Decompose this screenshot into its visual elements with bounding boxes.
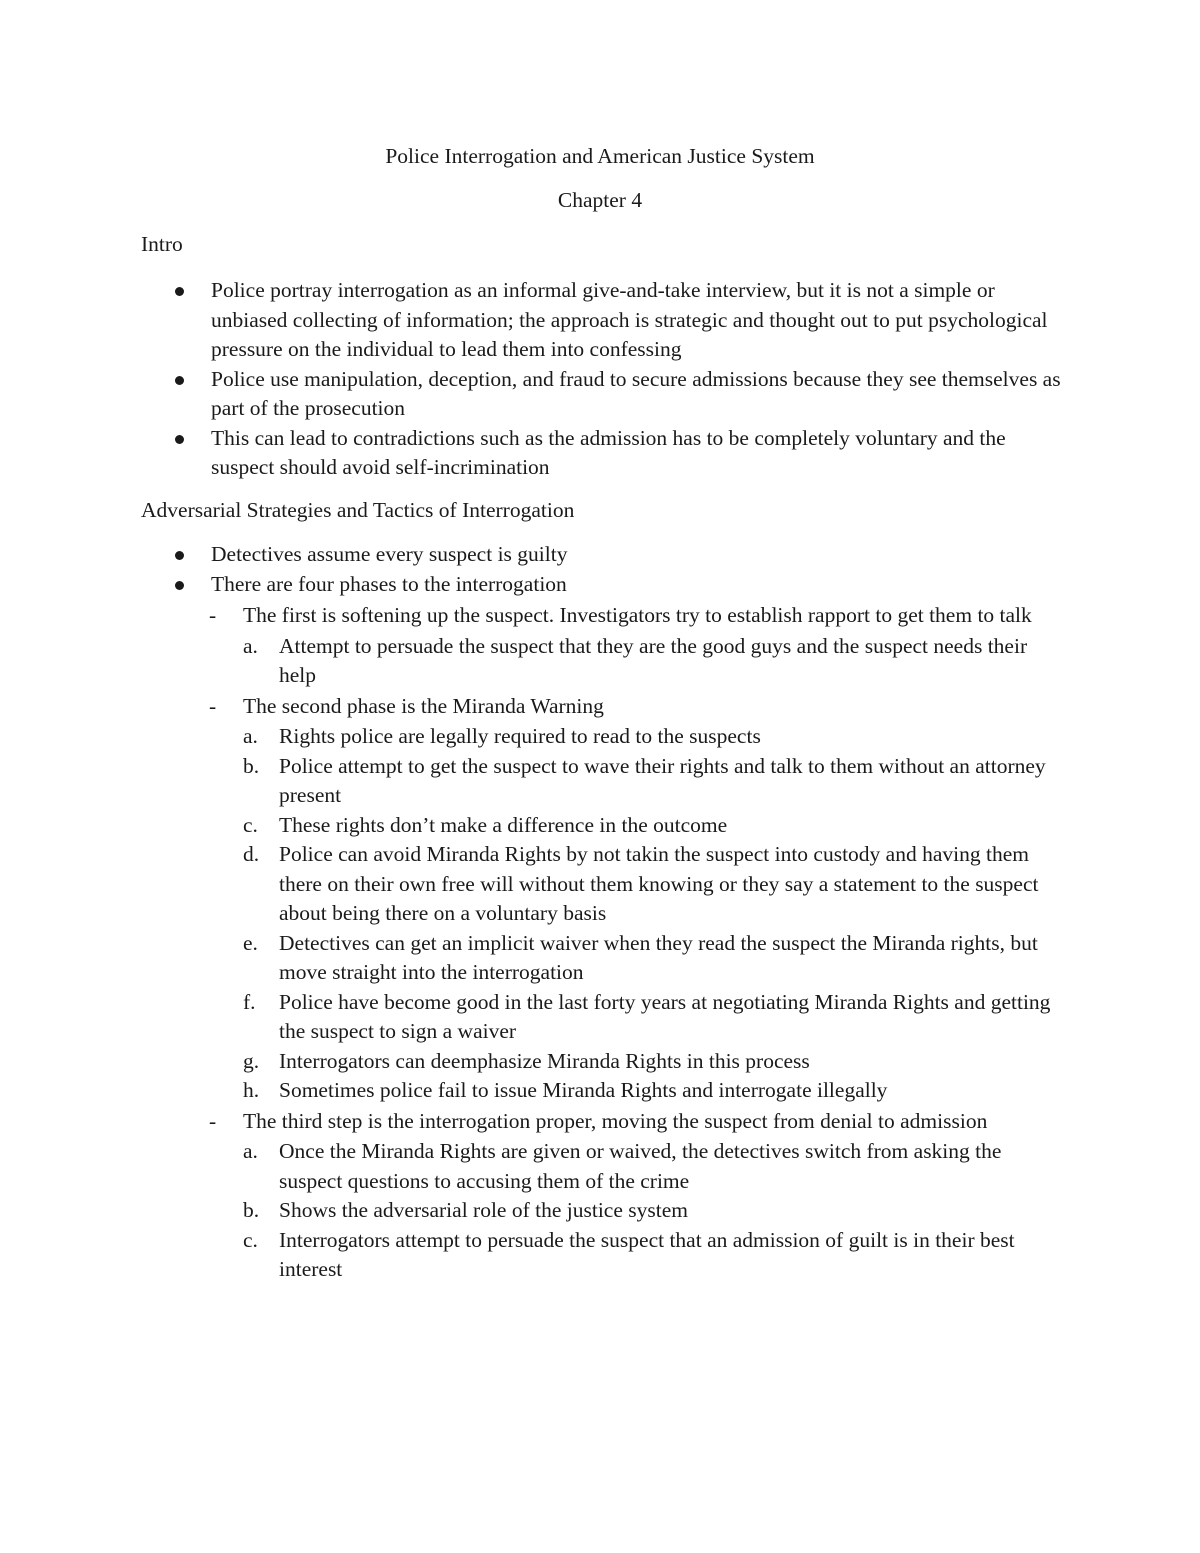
phase-text: The second phase is the Miranda Warning [243,693,604,718]
sub-item-marker: g. [243,1048,260,1073]
sub-item-marker: c. [243,812,258,837]
sub-item [243,752,1067,811]
phase-text: The first is softening up the suspect. Investigators try to establish rapport to get them to talk [243,603,1032,627]
chapter-label: Chapter 4 [557,188,643,212]
sub-item [243,840,1067,929]
phase-item [207,692,1067,1106]
sub-item-text: Shows the adversarial role of the justice system [279,1198,688,1222]
sub-item-list [243,1137,1067,1285]
sub-item [243,1076,1067,1106]
phase-text: The third step is the interrogation proper, moving the suspect from denial to admission [243,1108,988,1133]
bullet-icon [175,581,184,590]
sub-item [243,811,1067,841]
bullet-icon [175,376,184,385]
sub-item-text: Interrogators can deemphasize Miranda Rights in this process [279,1048,810,1073]
sub-item-text: Interrogators attempt to persuade the suspect that an admission of guilt is in their best interest [279,1227,1015,1281]
bullet-icon [175,287,184,296]
sub-item [243,929,1067,988]
adversarial-bullet-list [141,540,1071,1286]
section-heading-intro: Intro [141,232,183,256]
sub-item-marker: c. [243,1227,258,1252]
sub-item-marker: d. [243,842,260,866]
dash-marker: - [209,1108,217,1133]
phase-item [207,601,1067,691]
bullet-text: There are four phases to the interrogation [211,571,567,596]
bullet-icon [175,435,184,444]
bullet-text: Police use manipulation, deception, and fraud to secure admissions because they see themselves as part of the prosecution [211,366,1061,420]
sub-item-text: Police have become good in the last forty years at negotiating Miranda Rights and getting the suspect to sign a waiver [279,989,1051,1043]
sub-item-marker: h. [243,1078,260,1102]
sub-item [243,988,1067,1047]
sub-item-text: Police attempt to get the suspect to wave their rights and talk to them without an attorney present [279,753,1046,807]
intro-bullet-list [141,276,1071,483]
sub-item-text: Sometimes police fail to issue Miranda Rights and interrogate illegally [279,1078,888,1102]
bullet-item [141,424,1071,483]
section-heading-adversarial: Adversarial Strategies and Tactics of Interrogation [141,498,575,522]
sub-item [243,722,1067,752]
sub-item-list [243,632,1067,691]
sub-item-marker: a. [243,724,258,748]
sub-item-list [243,722,1067,1106]
sub-item-marker: e. [243,930,258,955]
sub-item-text: Once the Miranda Rights are given or waived, the detectives switch from asking the suspect questions to accusing them of the crime [279,1139,1002,1193]
bullet-icon [175,551,184,560]
sub-item-text: Detectives can get an implicit waiver when they read the suspect the Miranda rights, but move straight into the interrogation [279,930,1038,984]
phase-list [207,601,1067,1285]
sub-item-marker: b. [243,1198,260,1222]
sub-item [243,1047,1067,1077]
dash-marker: - [209,603,217,627]
bullet-text: This can lead to contradictions such as the admission has to be completely voluntary and the suspect should avoid self-incrimination [211,425,1006,479]
sub-item-text: These rights don’t make a difference in the outcome [279,812,728,837]
bullet-item [141,276,1071,365]
sub-item-marker: a. [243,1139,258,1163]
sub-item-marker: f. [243,989,256,1014]
sub-item [243,1226,1067,1285]
document-title: Police Interrogation and American Justice System [385,144,815,168]
bullet-text: Police portray interrogation as an informal give-and-take interview, but it is not a simple or unbiased collecting of information; the approach is strategic and thought out to put psychological pressure on the individual to lead them into confessing [211,278,1048,361]
bullet-item [141,540,1071,570]
bullet-text: Detectives assume every suspect is guilty [211,542,568,566]
sub-item [243,1137,1067,1196]
bullet-item [141,570,1071,1285]
sub-item-text: Attempt to persuade the suspect that they are the good guys and the suspect needs their help [279,633,1028,687]
sub-item-marker: b. [243,753,260,778]
sub-item [243,632,1067,691]
dash-marker: - [209,693,217,718]
sub-item-text: Police can avoid Miranda Rights by not takin the suspect into custody and having them there on their own free will without them knowing or they say a statement to the suspect about being there on a voluntary basis [279,842,1039,925]
phase-item [207,1107,1067,1285]
sub-item-marker: a. [243,633,258,658]
bullet-item [141,365,1071,424]
sub-item-text: Rights police are legally required to read to the suspects [279,724,761,748]
sub-item [243,1196,1067,1226]
